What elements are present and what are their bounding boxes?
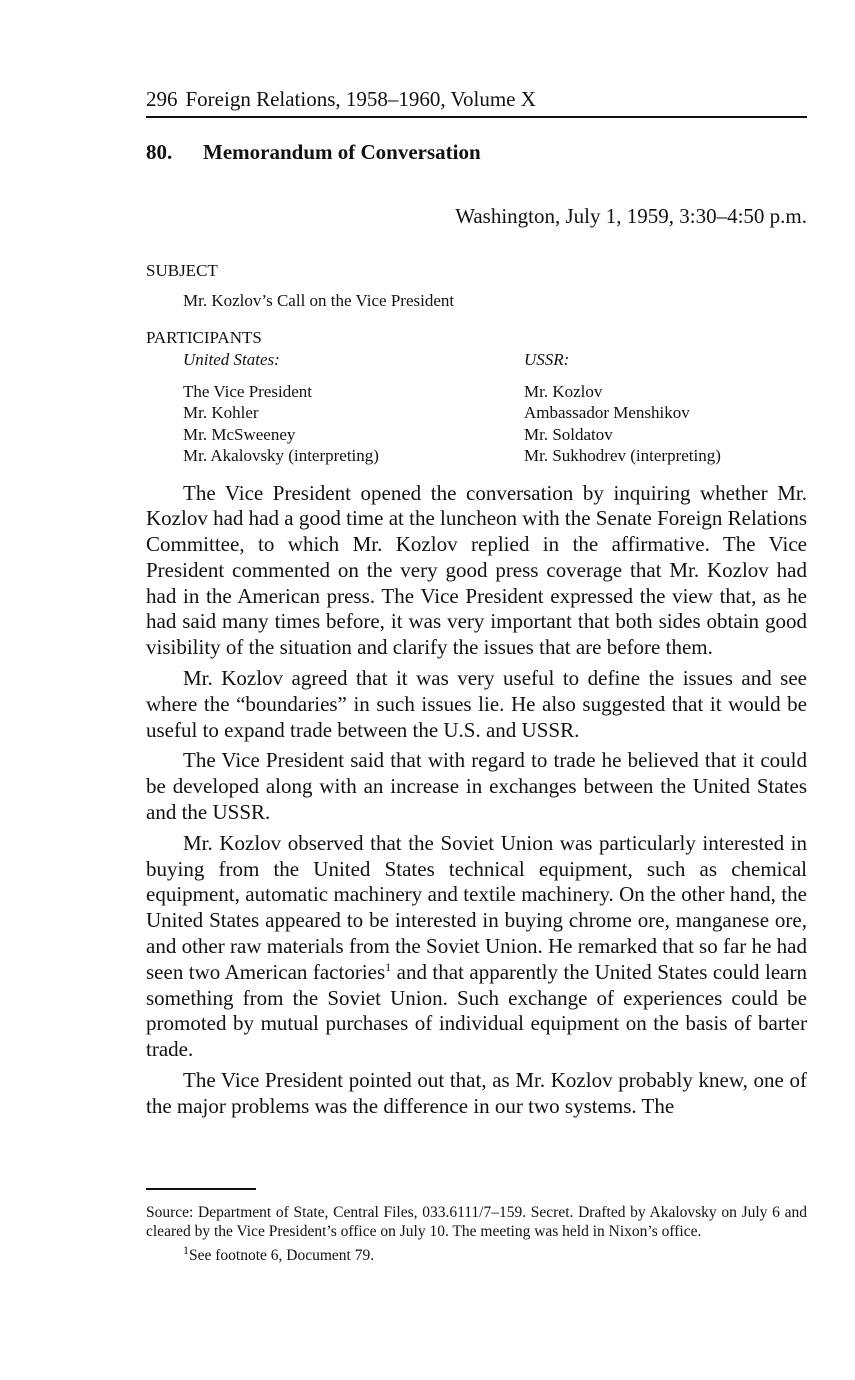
document-heading [146,138,807,166]
body-text-run: Mr. Kozlov observed that the Soviet Union was particularly interested in buying from the United States technical equipment, such as chemical equipment, automatic machinery and textile machinery. On the other hand, the United States appeared to be interested in buying chrome ore, manganese ore, and other raw materials from the Soviet Union. He remarked that so far he had seen two American factories [146,830,807,984]
document-number: 80. [146,140,173,164]
participants-columns [183,349,807,467]
participant-name: Mr. Kohler [183,403,259,422]
participant-name: The Vice President [183,381,312,401]
us-heading: United States: [183,350,280,369]
document-title: Memorandum of Conversation [203,140,481,164]
participant-name: Mr. Kozlov [524,381,603,401]
memo-body [146,481,807,1120]
page-number: 296 [146,87,178,111]
dateline: Washington, July 1, 1959, 3:30–4:50 p.m. [455,204,807,228]
body-paragraph [146,831,807,1063]
subject-text: Mr. Kozlov’s Call on the Vice President [183,291,455,310]
participants-label: PARTICIPANTS [146,328,262,347]
participant-name: Mr. McSweeney [183,424,296,444]
body-paragraph: The Vice President opened the conversation by inquiring whether Mr. Kozlov had had a good time at the luncheon with the Senate Foreign Relations Committee, to which Mr. Kozlov replied in the affirmative. The Vice President commented on the very good press coverage that Mr. Kozlov had had in the American press. The Vice President expressed the view that, as he had said many times before, it was very important that both sides obtain good visibility of the situation and clarify the issues that are before them. [146,480,807,660]
footnote-marker: 1 [183,1242,189,1257]
participant-name: Mr. Sukhodrev (interpreting) [524,446,721,465]
participant-name: Mr. Soldatov [524,424,613,444]
ussr-heading: USSR: [524,350,570,369]
participant-name: Ambassador Menshikov [524,403,690,422]
participants-ussr [524,349,807,467]
participant-name: Mr. Akalovsky (interpreting) [183,446,379,465]
body-paragraph: The Vice President pointed out that, as Mr. Kozlov probably knew, one of the major problems was the difference in our two systems. The [146,1068,807,1118]
footnote-text: See footnote 6, Document 79. [189,1247,375,1264]
footnotes [146,1204,807,1272]
footnote-reference: 1 [385,959,392,974]
body-paragraph: Mr. Kozlov agreed that it was very useful to define the issues and see where the “boundaries” in such issues lie. He also suggested that it would be useful to expand trade between the U.S. and USSR. [146,666,807,742]
page-content [146,84,807,1125]
participants-us [183,349,524,467]
running-head [146,84,807,118]
body-paragraph: The Vice President said that with regard to trade he believed that it could be developed along with an increase in exchanges between the United States and the USSR. [146,748,807,825]
source-note: Source: Department of State, Central Files, 033.6111/7–159. Secret. Drafted by Akalovsky on July 6 and cleared by the Vice President’s office on July 10. The meeting was held in Nixon’s office. [146,1204,807,1240]
footnote-1 [146,1242,807,1266]
subject-label: SUBJECT [146,261,218,280]
volume-title: Foreign Relations, 1958–1960, Volume X [185,87,536,111]
footnote-rule [146,1188,256,1190]
body-text-run: and that apparently the United States could learn something from the Soviet Union. Such exchange of experiences could be promoted by mutual purchases of individual equipment on the basis of barter trade. [146,959,807,1062]
